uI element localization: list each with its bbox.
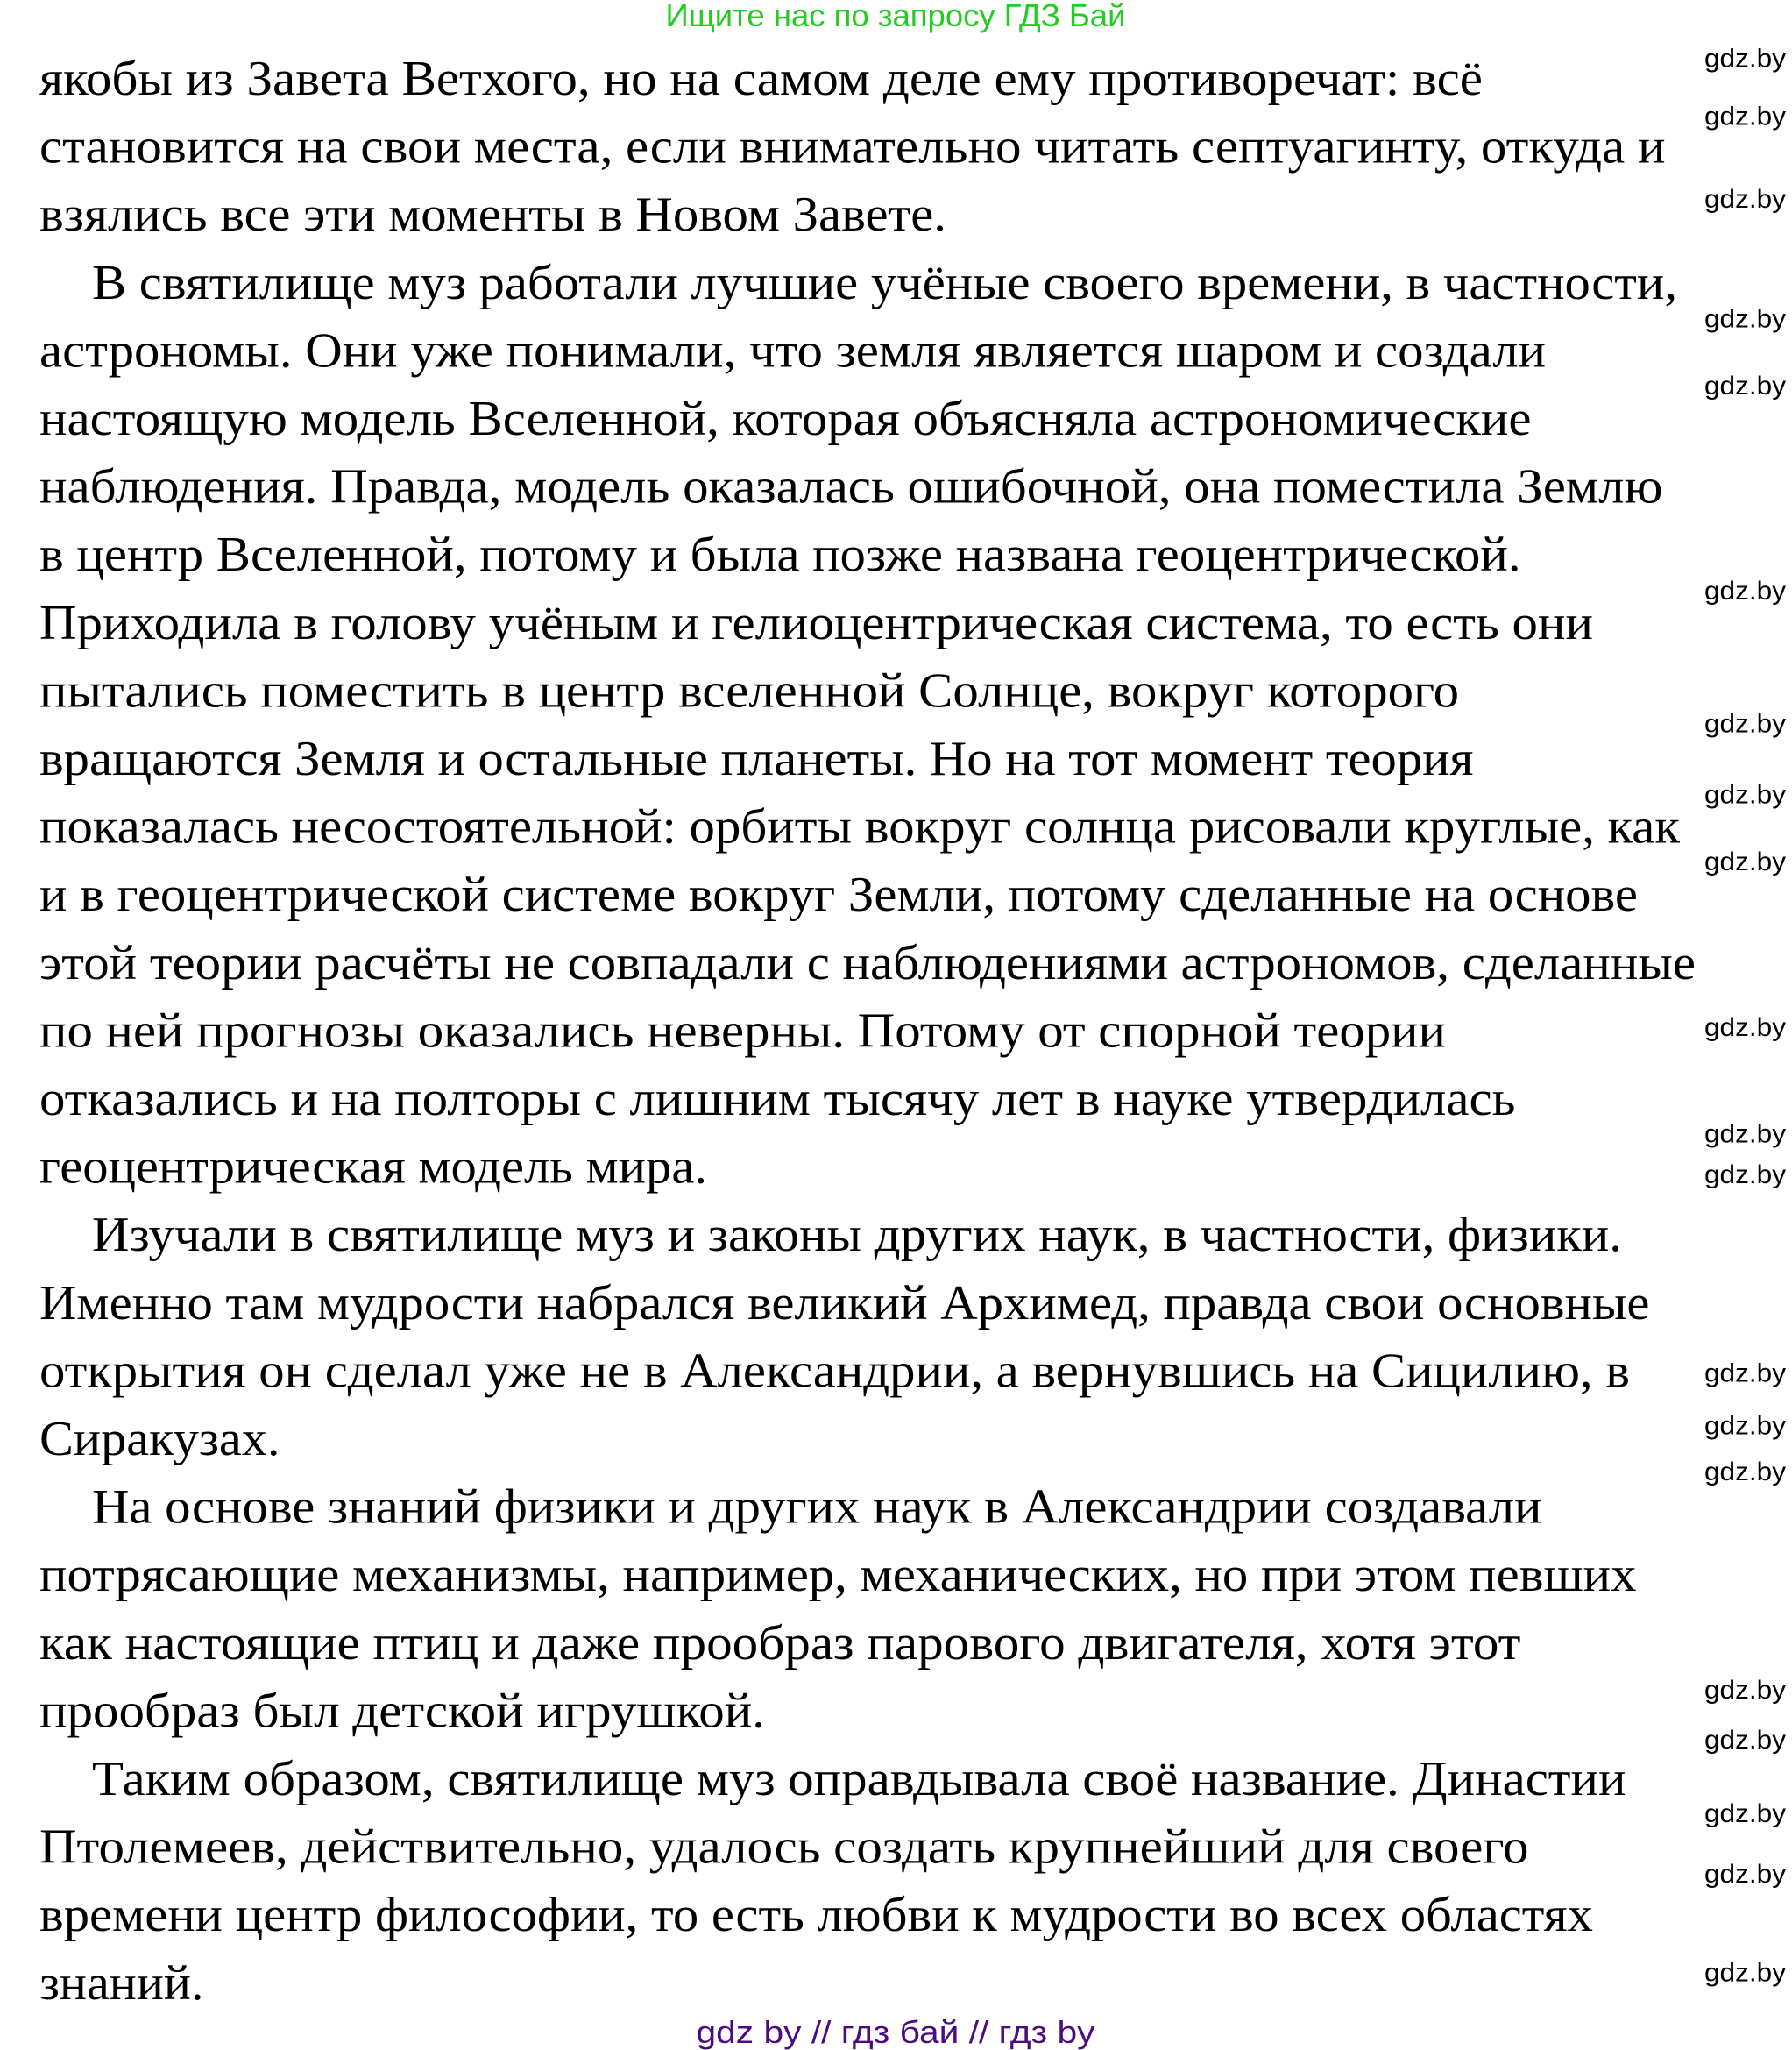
text-line: геоцентрическая модель мира. [39,1139,707,1195]
text-line: астрономы. Они уже понимали, что земля является шаром и создали [39,323,1546,379]
text-line: знаний. [39,1955,204,2011]
text-line: В святилище муз работали лучшие учёные своего времени, в частности, [92,255,1677,310]
watermark: gdz.by [1704,44,1786,74]
text-line: взялись все эти моменты в Новом Завете. [39,188,946,243]
text-line: вращаются Земля и остальные планеты. Но на тот момент теория [39,732,1474,786]
watermark: gdz.by [1704,1411,1786,1441]
watermarks [1704,45,1786,1988]
text-line: Именно там мудрости набрался великий Архимед, правда свои основные [39,1275,1650,1330]
text-line: На основе знаний физики и других наук в Александрии создавали [92,1479,1542,1535]
watermark: gdz.by [1704,848,1786,876]
text-line: Птолемеев, действительно, удалось создать крупнейший для своего [39,1819,1529,1875]
watermark: gdz.by [1704,304,1786,334]
watermark: gdz.by [1704,1860,1786,1889]
watermark: gdz.by [1704,1358,1786,1388]
text-line: как настоящие птиц и даже прообраз парового двигателя, хотя этот [39,1615,1521,1671]
text-line: пытались поместить в центр вселенной Солнце, вокруг которого [39,663,1459,719]
text-line: Сиракузах. [39,1412,280,1466]
watermark: gdz.by [1704,709,1786,739]
watermark: gdz.by [1704,780,1786,810]
watermark: gdz.by [1704,1726,1786,1755]
text-line: становится на свои места, если внимательно читать септуагинту, откуда и [39,119,1666,174]
watermark: gdz.by [1704,1458,1786,1486]
header-banner[interactable]: Ищите нас по запросу ГДЗ Бай [665,0,1126,33]
footer-links[interactable]: gdz by // гдз бай // гдз by [696,2014,1095,2050]
text-line: настоящую модель Вселенной, которая объясняла астрономические [39,392,1532,446]
watermark: gdz.by [1704,577,1786,606]
text-line: отказались и на полторы с лишним тысячу лет в науке утвердилась [39,1072,1516,1126]
document-body [39,52,1696,2011]
watermark: gdz.by [1704,1119,1786,1149]
text-line: по ней прогнозы оказались неверны. Потому от спорной теории [39,1004,1446,1059]
watermark: gdz.by [1704,372,1786,401]
text-line: и в геоцентрической системе вокруг Земли, потому сделанные на основе [39,868,1639,923]
text-line: в центр Вселенной, потому и была позже названа геоцентрической. [39,528,1521,583]
text-line: времени центр философии, то есть любви к мудрости во всех областях [39,1888,1594,1943]
text-line: Таким образом, святилище муз оправдывала своё название. Династии [92,1752,1626,1806]
text-line: этой теории расчёты не совпадали с наблюдениями астрономов, сделанные [39,935,1696,990]
watermark: gdz.by [1704,102,1786,131]
text-line: наблюдения. Правда, модель оказалась ошибочной, она поместила Землю [39,459,1663,514]
watermark: gdz.by [1704,1799,1786,1828]
text-line: прообраз был детской игрушкой. [39,1684,765,1739]
text-line: потрясающие механизмы, например, механических, но при этом певших [39,1548,1637,1603]
text-line: открытия он сделал уже не в Александрии, а вернувшись на Сицилию, в [39,1344,1630,1399]
watermark: gdz.by [1704,1676,1786,1705]
watermark: gdz.by [1704,1958,1786,1988]
text-line: Изучали в святилище муз и законы других наук, в частности, физики. [92,1208,1622,1263]
text-line: якобы из Завета Ветхого, но на самом деле ему противоречат: всё [39,52,1483,106]
watermark: gdz.by [1704,1013,1786,1042]
watermark: gdz.by [1704,185,1786,214]
text-line: Приходила в голову учёным и гелиоцентрическая система, то есть они [39,595,1593,650]
text-line: показалась несостоятельной: орбиты вокруг солнца рисовали круглые, как [39,799,1681,855]
watermark: gdz.by [1704,1160,1786,1189]
